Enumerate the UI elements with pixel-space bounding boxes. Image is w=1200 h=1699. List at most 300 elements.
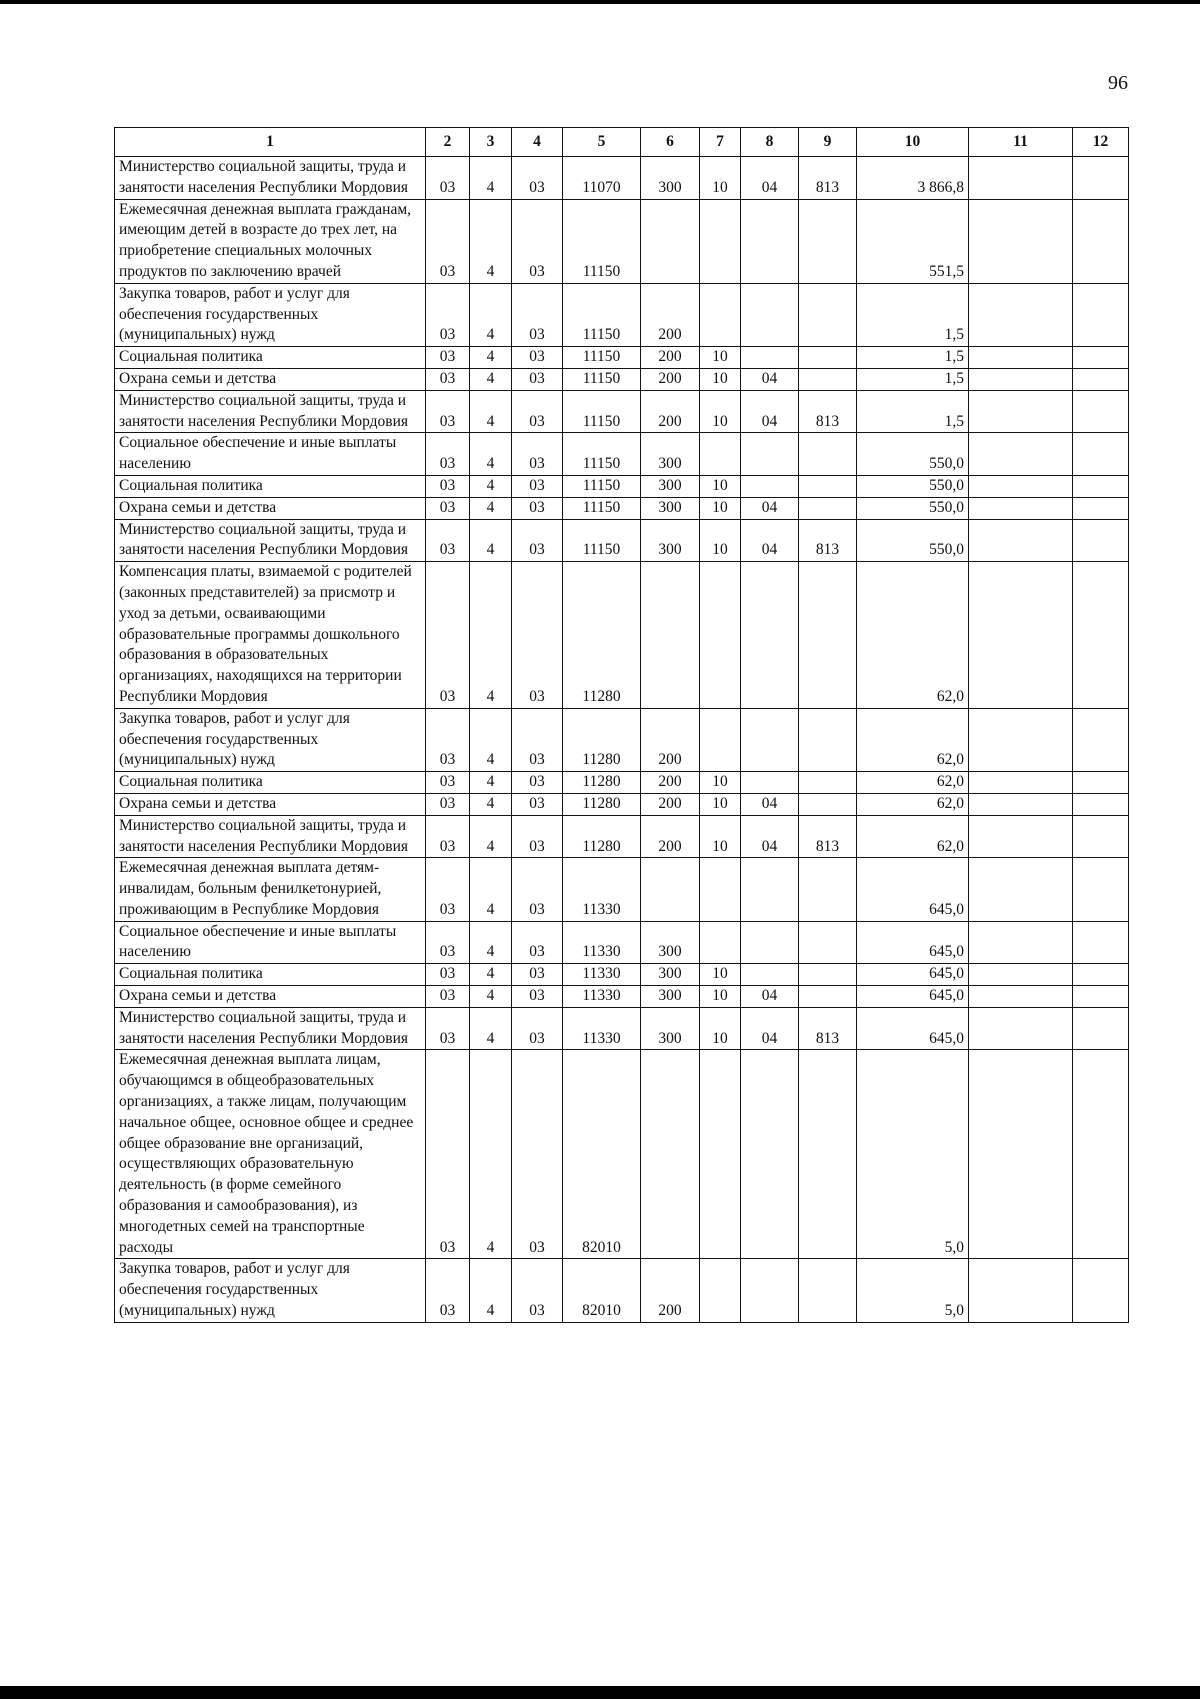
header-cell: 6 <box>641 128 700 157</box>
direction-code-cell: 11070 <box>563 157 641 200</box>
expense-type-cell <box>641 1050 700 1259</box>
section-code-cell: 03 <box>426 1007 470 1050</box>
amount-cell: 62,0 <box>857 562 969 709</box>
subprogram-cell: 4 <box>470 347 512 369</box>
subprogram-cell: 4 <box>470 964 512 986</box>
division-cell: 10 <box>700 772 741 794</box>
ministry-code-cell: 813 <box>799 519 857 562</box>
subdivision-cell: 04 <box>741 519 799 562</box>
item-name-cell: Социальная политика <box>115 772 426 794</box>
expense-type-cell: 200 <box>641 772 700 794</box>
column-12-cell <box>1073 1007 1129 1050</box>
table-row <box>115 772 1129 794</box>
section-code-cell: 03 <box>426 475 470 497</box>
column-12-cell <box>1073 433 1129 476</box>
amount-cell: 645,0 <box>857 1007 969 1050</box>
main-event-cell: 03 <box>512 1259 563 1322</box>
subprogram-cell: 4 <box>470 475 512 497</box>
direction-code-cell: 11150 <box>563 368 641 390</box>
main-event-cell: 03 <box>512 964 563 986</box>
column-12-cell <box>1073 519 1129 562</box>
section-code-cell: 03 <box>426 964 470 986</box>
subdivision-cell <box>741 921 799 964</box>
subprogram-cell: 4 <box>470 283 512 346</box>
direction-code-cell: 11150 <box>563 433 641 476</box>
subdivision-cell <box>741 858 799 921</box>
item-name-cell: Министерство социальной защиты, труда и занятости населения Республики Мордовия <box>115 519 426 562</box>
subprogram-cell: 4 <box>470 433 512 476</box>
ministry-code-cell <box>799 562 857 709</box>
column-11-cell <box>969 497 1073 519</box>
header-cell: 8 <box>741 128 799 157</box>
section-code-cell: 03 <box>426 157 470 200</box>
subdivision-cell: 04 <box>741 157 799 200</box>
header-cell: 12 <box>1073 128 1129 157</box>
amount-cell: 645,0 <box>857 921 969 964</box>
division-cell <box>700 199 741 283</box>
division-cell: 10 <box>700 157 741 200</box>
division-cell <box>700 1050 741 1259</box>
item-name-cell: Закупка товаров, работ и услуг для обеспечения государственных (муниципальных) нужд <box>115 1259 426 1322</box>
section-code-cell: 03 <box>426 1259 470 1322</box>
ministry-code-cell <box>799 858 857 921</box>
column-12-cell <box>1073 347 1129 369</box>
main-event-cell: 03 <box>512 708 563 771</box>
ministry-code-cell <box>799 475 857 497</box>
division-cell: 10 <box>700 986 741 1008</box>
column-12-cell <box>1073 497 1129 519</box>
expense-type-cell <box>641 858 700 921</box>
item-name-cell: Охрана семьи и детства <box>115 368 426 390</box>
direction-code-cell: 11280 <box>563 562 641 709</box>
table-row <box>115 497 1129 519</box>
subprogram-cell: 4 <box>470 772 512 794</box>
table-row <box>115 368 1129 390</box>
column-11-cell <box>969 475 1073 497</box>
expense-type-cell: 300 <box>641 497 700 519</box>
expense-type-cell: 200 <box>641 368 700 390</box>
division-cell: 10 <box>700 519 741 562</box>
expense-type-cell: 300 <box>641 433 700 476</box>
expense-type-cell: 300 <box>641 921 700 964</box>
subdivision-cell <box>741 1259 799 1322</box>
table-row <box>115 519 1129 562</box>
amount-cell: 62,0 <box>857 772 969 794</box>
amount-cell: 5,0 <box>857 1259 969 1322</box>
table-row <box>115 964 1129 986</box>
ministry-code-cell: 813 <box>799 815 857 858</box>
main-event-cell: 03 <box>512 1050 563 1259</box>
expense-type-cell: 200 <box>641 347 700 369</box>
section-code-cell: 03 <box>426 772 470 794</box>
ministry-code-cell: 813 <box>799 157 857 200</box>
division-cell: 10 <box>700 475 741 497</box>
item-name-cell: Ежемесячная денежная выплата лицам, обучающимся в общеобразовательных организациях, а также лицам, получающим начальное общее, основное общее и среднее общее образование вне организаций, осуществляющих образовательную деятельность (в форме семейного образования и самообразования), из многодетных семей на транспортные расходы <box>115 1050 426 1259</box>
amount-cell: 550,0 <box>857 519 969 562</box>
main-event-cell: 03 <box>512 347 563 369</box>
subdivision-cell: 04 <box>741 390 799 433</box>
column-11-cell <box>969 283 1073 346</box>
column-11-cell <box>969 793 1073 815</box>
subdivision-cell <box>741 964 799 986</box>
subprogram-cell: 4 <box>470 708 512 771</box>
subprogram-cell: 4 <box>470 390 512 433</box>
column-11-cell <box>969 815 1073 858</box>
amount-cell: 1,5 <box>857 390 969 433</box>
division-cell <box>700 921 741 964</box>
main-event-cell: 03 <box>512 519 563 562</box>
subprogram-cell: 4 <box>470 1050 512 1259</box>
amount-cell: 645,0 <box>857 964 969 986</box>
column-12-cell <box>1073 921 1129 964</box>
amount-cell: 551,5 <box>857 199 969 283</box>
expense-type-cell: 200 <box>641 708 700 771</box>
ministry-code-cell <box>799 497 857 519</box>
direction-code-cell: 11330 <box>563 964 641 986</box>
expense-type-cell: 300 <box>641 157 700 200</box>
column-12-cell <box>1073 815 1129 858</box>
page-number: 96 <box>1108 72 1128 94</box>
amount-cell: 645,0 <box>857 858 969 921</box>
subprogram-cell: 4 <box>470 199 512 283</box>
direction-code-cell: 11330 <box>563 858 641 921</box>
ministry-code-cell <box>799 964 857 986</box>
expense-type-cell: 300 <box>641 986 700 1008</box>
column-12-cell <box>1073 562 1129 709</box>
item-name-cell: Социальное обеспечение и иные выплаты населению <box>115 921 426 964</box>
expense-type-cell <box>641 199 700 283</box>
column-11-cell <box>969 772 1073 794</box>
table-row <box>115 708 1129 771</box>
direction-code-cell: 11330 <box>563 1007 641 1050</box>
subprogram-cell: 4 <box>470 1259 512 1322</box>
item-name-cell: Министерство социальной защиты, труда и занятости населения Республики Мордовия <box>115 815 426 858</box>
amount-cell: 550,0 <box>857 475 969 497</box>
direction-code-cell: 11150 <box>563 475 641 497</box>
section-code-cell: 03 <box>426 199 470 283</box>
section-code-cell: 03 <box>426 1050 470 1259</box>
division-cell: 10 <box>700 390 741 433</box>
table-row <box>115 199 1129 283</box>
column-12-cell <box>1073 793 1129 815</box>
amount-cell: 62,0 <box>857 815 969 858</box>
item-name-cell: Ежемесячная денежная выплата гражданам, имеющим детей в возрасте до трех лет, на приобретение специальных молочных продуктов по заключению врачей <box>115 199 426 283</box>
item-name-cell: Социальная политика <box>115 964 426 986</box>
table-row <box>115 793 1129 815</box>
subdivision-cell <box>741 475 799 497</box>
ministry-code-cell <box>799 283 857 346</box>
scan-top-edge <box>0 0 1200 4</box>
table-row <box>115 390 1129 433</box>
main-event-cell: 03 <box>512 283 563 346</box>
item-name-cell: Охрана семьи и детства <box>115 986 426 1008</box>
table-row <box>115 562 1129 709</box>
table-row <box>115 157 1129 200</box>
amount-cell: 5,0 <box>857 1050 969 1259</box>
expense-type-cell: 300 <box>641 475 700 497</box>
section-code-cell: 03 <box>426 519 470 562</box>
column-11-cell <box>969 1259 1073 1322</box>
amount-cell: 550,0 <box>857 497 969 519</box>
amount-cell: 1,5 <box>857 347 969 369</box>
main-event-cell: 03 <box>512 921 563 964</box>
main-event-cell: 03 <box>512 157 563 200</box>
subprogram-cell: 4 <box>470 368 512 390</box>
subdivision-cell <box>741 347 799 369</box>
section-code-cell: 03 <box>426 562 470 709</box>
column-11-cell <box>969 368 1073 390</box>
table-row <box>115 1050 1129 1259</box>
table-row <box>115 1007 1129 1050</box>
item-name-cell: Министерство социальной защиты, труда и занятости населения Республики Мордовия <box>115 157 426 200</box>
division-cell: 10 <box>700 368 741 390</box>
subprogram-cell: 4 <box>470 519 512 562</box>
subprogram-cell: 4 <box>470 1007 512 1050</box>
section-code-cell: 03 <box>426 921 470 964</box>
amount-cell: 62,0 <box>857 708 969 771</box>
subdivision-cell: 04 <box>741 1007 799 1050</box>
ministry-code-cell <box>799 921 857 964</box>
ministry-code-cell <box>799 368 857 390</box>
ministry-code-cell <box>799 793 857 815</box>
ministry-code-cell <box>799 708 857 771</box>
item-name-cell: Охрана семьи и детства <box>115 793 426 815</box>
direction-code-cell: 11150 <box>563 390 641 433</box>
subdivision-cell <box>741 772 799 794</box>
section-code-cell: 03 <box>426 708 470 771</box>
table-row <box>115 815 1129 858</box>
header-cell: 9 <box>799 128 857 157</box>
ministry-code-cell <box>799 1050 857 1259</box>
ministry-code-cell <box>799 1259 857 1322</box>
column-12-cell <box>1073 368 1129 390</box>
column-12-cell <box>1073 1050 1129 1259</box>
scan-bottom-edge <box>0 1686 1200 1699</box>
table-body <box>115 157 1129 1323</box>
table-row <box>115 433 1129 476</box>
column-11-cell <box>969 964 1073 986</box>
item-name-cell: Закупка товаров, работ и услуг для обеспечения государственных (муниципальных) нужд <box>115 283 426 346</box>
item-name-cell: Социальная политика <box>115 347 426 369</box>
ministry-code-cell <box>799 199 857 283</box>
column-11-cell <box>969 347 1073 369</box>
column-11-cell <box>969 433 1073 476</box>
main-event-cell: 03 <box>512 368 563 390</box>
amount-cell: 1,5 <box>857 283 969 346</box>
main-event-cell: 03 <box>512 497 563 519</box>
main-event-cell: 03 <box>512 475 563 497</box>
subdivision-cell <box>741 562 799 709</box>
subdivision-cell <box>741 283 799 346</box>
table-row <box>115 475 1129 497</box>
column-12-cell <box>1073 475 1129 497</box>
section-code-cell: 03 <box>426 497 470 519</box>
main-event-cell: 03 <box>512 772 563 794</box>
item-name-cell: Ежемесячная денежная выплата детям-инвалидам, больным фенилкетонурией, проживающим в Республике Мордовия <box>115 858 426 921</box>
column-11-cell <box>969 157 1073 200</box>
expense-type-cell: 200 <box>641 815 700 858</box>
main-event-cell: 03 <box>512 815 563 858</box>
column-11-cell <box>969 921 1073 964</box>
header-cell: 1 <box>115 128 426 157</box>
division-cell: 10 <box>700 964 741 986</box>
expense-type-cell <box>641 562 700 709</box>
item-name-cell: Закупка товаров, работ и услуг для обеспечения государственных (муниципальных) нужд <box>115 708 426 771</box>
direction-code-cell: 11150 <box>563 519 641 562</box>
direction-code-cell: 82010 <box>563 1259 641 1322</box>
column-12-cell <box>1073 283 1129 346</box>
direction-code-cell: 11280 <box>563 708 641 771</box>
ministry-code-cell <box>799 986 857 1008</box>
expense-type-cell: 200 <box>641 793 700 815</box>
main-event-cell: 03 <box>512 433 563 476</box>
subdivision-cell <box>741 1050 799 1259</box>
column-12-cell <box>1073 772 1129 794</box>
subprogram-cell: 4 <box>470 921 512 964</box>
expense-type-cell: 300 <box>641 1007 700 1050</box>
division-cell: 10 <box>700 793 741 815</box>
main-event-cell: 03 <box>512 390 563 433</box>
table-row <box>115 921 1129 964</box>
division-cell <box>700 433 741 476</box>
division-cell <box>700 562 741 709</box>
item-name-cell: Охрана семьи и детства <box>115 497 426 519</box>
item-name-cell: Компенсация платы, взимаемой с родителей (законных представителей) за присмотр и уход за детьми, осваивающими образовательные программы дошкольного образования в образовательных организациях, находящихся на территории Республики Мордовия <box>115 562 426 709</box>
division-cell <box>700 858 741 921</box>
section-code-cell: 03 <box>426 433 470 476</box>
item-name-cell: Социальное обеспечение и иные выплаты населению <box>115 433 426 476</box>
direction-code-cell: 11280 <box>563 772 641 794</box>
column-12-cell <box>1073 1259 1129 1322</box>
division-cell <box>700 1259 741 1322</box>
division-cell <box>700 708 741 771</box>
main-event-cell: 03 <box>512 858 563 921</box>
ministry-code-cell: 813 <box>799 1007 857 1050</box>
section-code-cell: 03 <box>426 347 470 369</box>
section-code-cell: 03 <box>426 390 470 433</box>
header-cell: 5 <box>563 128 641 157</box>
expense-type-cell: 200 <box>641 283 700 346</box>
subdivision-cell <box>741 199 799 283</box>
expense-type-cell: 300 <box>641 519 700 562</box>
amount-cell: 645,0 <box>857 986 969 1008</box>
ministry-code-cell: 813 <box>799 390 857 433</box>
header-cell: 10 <box>857 128 969 157</box>
subdivision-cell <box>741 708 799 771</box>
direction-code-cell: 11150 <box>563 347 641 369</box>
expense-type-cell: 300 <box>641 964 700 986</box>
main-event-cell: 03 <box>512 986 563 1008</box>
main-event-cell: 03 <box>512 793 563 815</box>
ministry-code-cell <box>799 772 857 794</box>
division-cell: 10 <box>700 815 741 858</box>
direction-code-cell: 11150 <box>563 283 641 346</box>
subdivision-cell: 04 <box>741 368 799 390</box>
amount-cell: 550,0 <box>857 433 969 476</box>
division-cell <box>700 283 741 346</box>
item-name-cell: Социальная политика <box>115 475 426 497</box>
subdivision-cell: 04 <box>741 986 799 1008</box>
column-11-cell <box>969 562 1073 709</box>
table-row <box>115 347 1129 369</box>
section-code-cell: 03 <box>426 858 470 921</box>
expense-type-cell: 200 <box>641 1259 700 1322</box>
ministry-code-cell <box>799 433 857 476</box>
header-cell: 7 <box>700 128 741 157</box>
section-code-cell: 03 <box>426 368 470 390</box>
ministry-code-cell <box>799 347 857 369</box>
column-12-cell <box>1073 986 1129 1008</box>
column-11-cell <box>969 1007 1073 1050</box>
subdivision-cell: 04 <box>741 793 799 815</box>
amount-cell: 1,5 <box>857 368 969 390</box>
column-11-cell <box>969 708 1073 771</box>
column-11-cell <box>969 390 1073 433</box>
division-cell: 10 <box>700 1007 741 1050</box>
main-event-cell: 03 <box>512 562 563 709</box>
subdivision-cell <box>741 433 799 476</box>
direction-code-cell: 11280 <box>563 815 641 858</box>
column-12-cell <box>1073 708 1129 771</box>
table-row <box>115 283 1129 346</box>
subprogram-cell: 4 <box>470 497 512 519</box>
column-11-cell <box>969 1050 1073 1259</box>
direction-code-cell: 82010 <box>563 1050 641 1259</box>
table-row <box>115 1259 1129 1322</box>
column-12-cell <box>1073 390 1129 433</box>
main-event-cell: 03 <box>512 199 563 283</box>
amount-cell: 62,0 <box>857 793 969 815</box>
direction-code-cell: 11150 <box>563 497 641 519</box>
direction-code-cell: 11280 <box>563 793 641 815</box>
subprogram-cell: 4 <box>470 793 512 815</box>
table-row <box>115 858 1129 921</box>
subdivision-cell: 04 <box>741 497 799 519</box>
subprogram-cell: 4 <box>470 986 512 1008</box>
header-cell: 2 <box>426 128 470 157</box>
column-12-cell <box>1073 199 1129 283</box>
column-12-cell <box>1073 157 1129 200</box>
section-code-cell: 03 <box>426 283 470 346</box>
header-cell: 4 <box>512 128 563 157</box>
subprogram-cell: 4 <box>470 858 512 921</box>
direction-code-cell: 11330 <box>563 986 641 1008</box>
item-name-cell: Министерство социальной защиты, труда и занятости населения Республики Мордовия <box>115 390 426 433</box>
subprogram-cell: 4 <box>470 815 512 858</box>
subdivision-cell: 04 <box>741 815 799 858</box>
budget-table <box>114 127 1129 1323</box>
column-12-cell <box>1073 964 1129 986</box>
column-11-cell <box>969 199 1073 283</box>
amount-cell: 3 866,8 <box>857 157 969 200</box>
column-11-cell <box>969 858 1073 921</box>
direction-code-cell: 11150 <box>563 199 641 283</box>
direction-code-cell: 11330 <box>563 921 641 964</box>
header-cell: 11 <box>969 128 1073 157</box>
division-cell: 10 <box>700 347 741 369</box>
header-row <box>115 128 1129 157</box>
table-row <box>115 986 1129 1008</box>
column-11-cell <box>969 986 1073 1008</box>
column-12-cell <box>1073 858 1129 921</box>
section-code-cell: 03 <box>426 793 470 815</box>
expense-type-cell: 200 <box>641 390 700 433</box>
division-cell: 10 <box>700 497 741 519</box>
section-code-cell: 03 <box>426 986 470 1008</box>
subprogram-cell: 4 <box>470 562 512 709</box>
section-code-cell: 03 <box>426 815 470 858</box>
header-cell: 3 <box>470 128 512 157</box>
